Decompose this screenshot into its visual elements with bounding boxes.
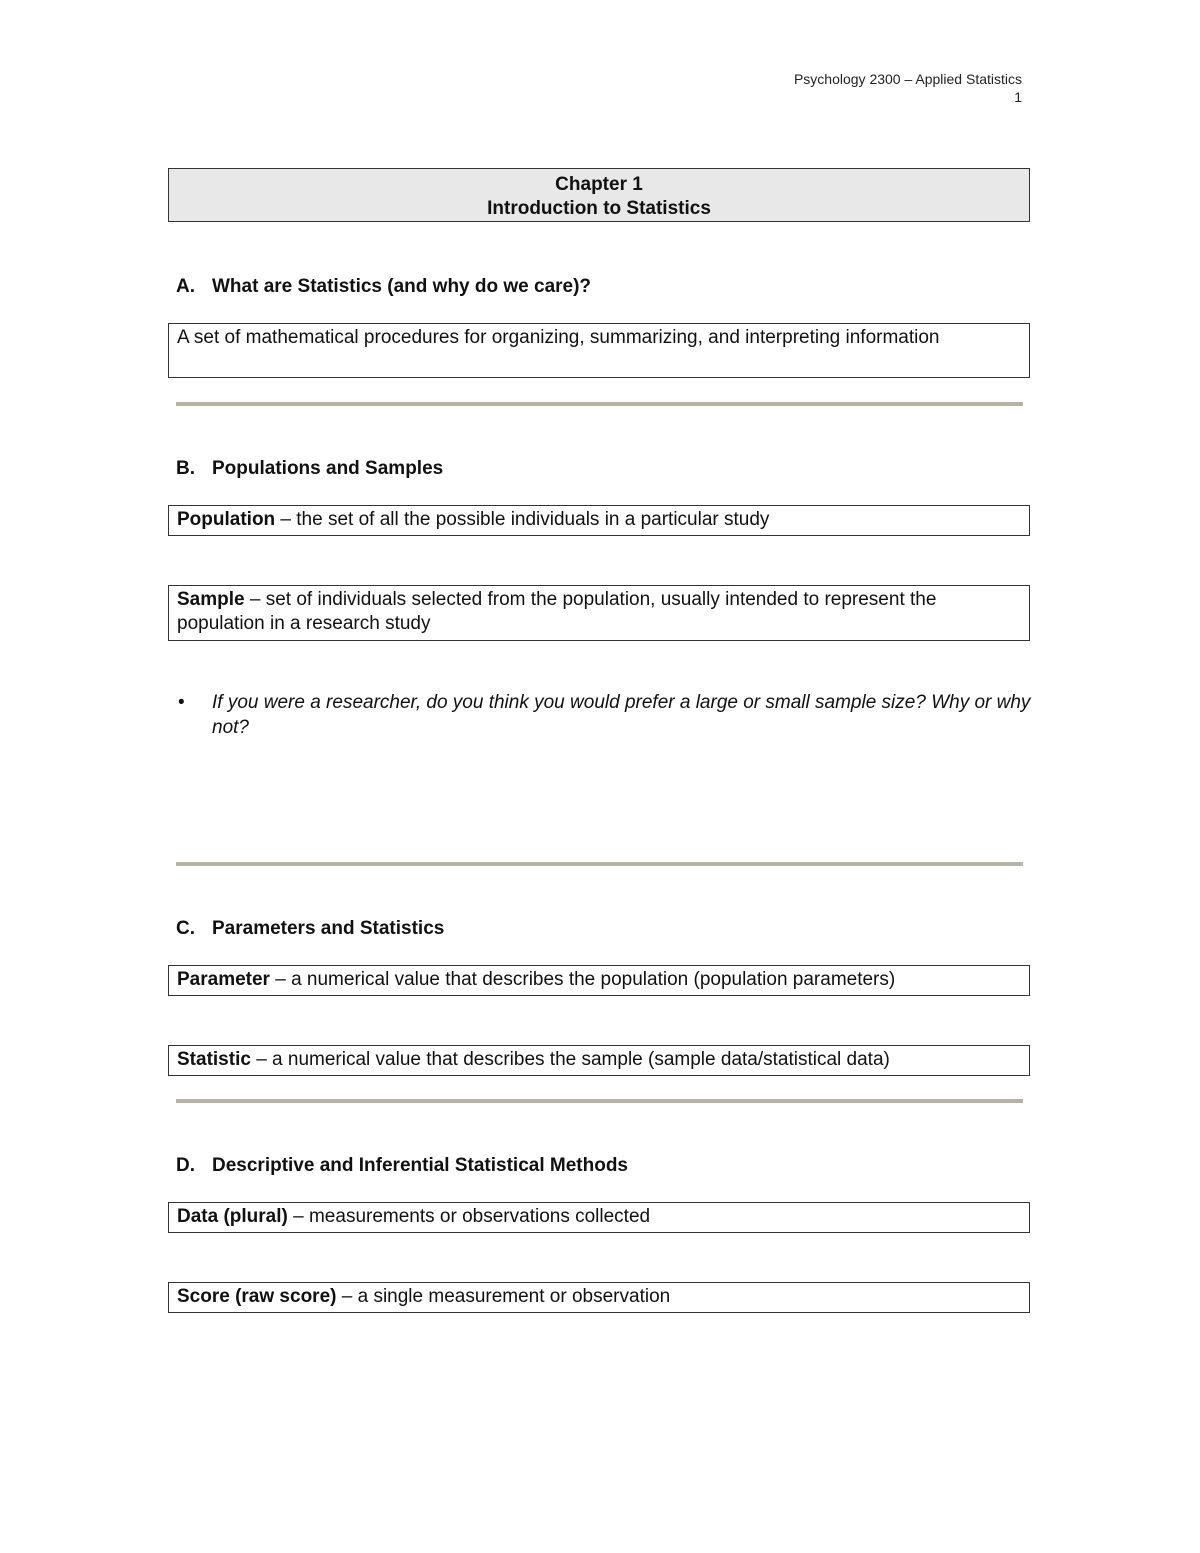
course-title: Psychology 2300 – Applied Statistics bbox=[793, 71, 1022, 87]
divider bbox=[176, 862, 1023, 866]
chapter-subtitle: Introduction to Statistics bbox=[487, 198, 711, 219]
section-b-heading bbox=[176, 457, 443, 481]
section-a-letter: A. bbox=[176, 276, 195, 297]
parameter-definition-box bbox=[168, 965, 1030, 996]
section-c-letter: C. bbox=[176, 918, 195, 939]
section-d-letter: D. bbox=[176, 1155, 195, 1176]
section-b-letter: B. bbox=[176, 458, 195, 479]
divider bbox=[176, 1099, 1023, 1103]
sample-definition-box bbox=[168, 585, 1030, 641]
data-definition-box bbox=[168, 1202, 1030, 1233]
section-a-title: What are Statistics (and why do we care)? bbox=[212, 276, 592, 297]
statistic-definition: – a numerical value that describes the sample (sample data/statistical data) bbox=[250, 1049, 890, 1070]
section-d-heading bbox=[176, 1154, 628, 1178]
chapter-title-box bbox=[168, 168, 1030, 222]
page-number: 1 bbox=[1014, 89, 1022, 105]
score-term: Score (raw score) bbox=[177, 1286, 337, 1307]
statistic-definition-box bbox=[168, 1045, 1030, 1076]
chapter-number: Chapter 1 bbox=[555, 174, 643, 195]
divider bbox=[176, 402, 1023, 406]
score-definition-box bbox=[168, 1282, 1030, 1313]
section-a-heading bbox=[176, 275, 591, 299]
population-definition: – the set of all the possible individuals in a particular study bbox=[275, 509, 770, 530]
population-term: Population bbox=[177, 509, 276, 530]
parameter-term: Parameter bbox=[177, 969, 270, 990]
section-c-title: Parameters and Statistics bbox=[212, 918, 445, 939]
question-text: If you were a researcher, do you think you would prefer a large or small sample size? Why or why not? bbox=[212, 692, 1031, 738]
sample-definition: – set of individuals selected from the population, usually intended to represent the population in a research study bbox=[177, 589, 937, 634]
bullet-icon: • bbox=[178, 692, 185, 713]
parameter-definition: – a numerical value that describes the population (population parameters) bbox=[269, 969, 896, 990]
population-definition-box bbox=[168, 505, 1030, 536]
score-definition: – a single measurement or observation bbox=[336, 1286, 671, 1307]
sample-term: Sample bbox=[177, 589, 245, 610]
page-header bbox=[794, 70, 1022, 106]
statistics-definition: A set of mathematical procedures for organizing, summarizing, and interpreting information bbox=[177, 327, 940, 348]
section-d-title: Descriptive and Inferential Statistical Methods bbox=[212, 1155, 628, 1176]
statistic-term: Statistic bbox=[177, 1049, 251, 1070]
statistics-definition-box bbox=[168, 323, 1030, 378]
sample-size-question bbox=[176, 690, 1036, 740]
data-term: Data (plural) bbox=[177, 1206, 288, 1227]
data-definition: – measurements or observations collected bbox=[287, 1206, 651, 1227]
section-c-heading bbox=[176, 917, 444, 941]
section-b-title: Populations and Samples bbox=[212, 458, 444, 479]
